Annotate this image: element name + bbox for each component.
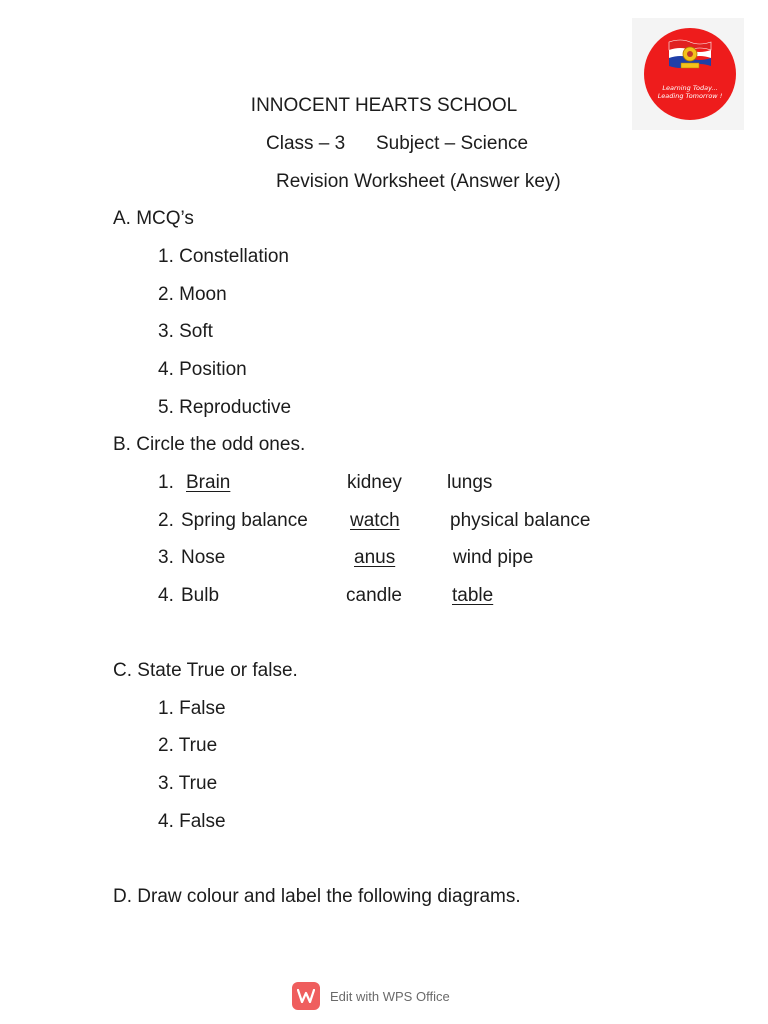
odd-one-option: Bulb [181, 585, 220, 606]
odd-one-number: 2. [158, 510, 174, 531]
school-emblem-icon [667, 38, 713, 72]
mcq-answer: 3. Soft [158, 321, 213, 342]
section-b-heading: B. Circle the odd ones. [113, 434, 306, 455]
odd-one-number: 1. [158, 472, 174, 493]
true-false-answer: 4. False [158, 811, 226, 832]
odd-one-option: physical balance [450, 510, 591, 531]
mcq-answer: 5. Reproductive [158, 397, 292, 418]
section-d-heading: D. Draw colour and label the following diagrams. [113, 886, 521, 907]
odd-one-option: wind pipe [453, 547, 534, 568]
odd-one-answer: anus [354, 547, 396, 568]
footer-text: Edit with WPS Office [330, 988, 450, 1004]
odd-one-number: 3. [158, 547, 174, 568]
class-label: Class – 3 [266, 133, 346, 154]
odd-one-option: kidney [347, 472, 402, 493]
worksheet-title: Revision Worksheet (Answer key) [276, 171, 561, 192]
odd-one-option: candle [346, 585, 402, 606]
odd-one-answer: table [452, 585, 494, 606]
odd-one-number: 4. [158, 585, 174, 606]
school-name: INNOCENT HEARTS SCHOOL [250, 95, 518, 116]
odd-one-option: lungs [447, 472, 493, 493]
true-false-answer: 2. True [158, 735, 218, 756]
section-a-heading: A. MCQ’s [113, 208, 194, 229]
odd-one-option: Spring balance [181, 510, 308, 531]
wps-office-icon [292, 982, 320, 1010]
mcq-answer: 4. Position [158, 359, 247, 380]
mcq-answer: 1. Constellation [158, 246, 289, 267]
logo-tagline-1: Learning Today... [662, 84, 718, 92]
odd-one-option: Nose [181, 547, 226, 568]
true-false-answer: 3. True [158, 773, 218, 794]
odd-one-answer: watch [350, 510, 400, 531]
wps-footer[interactable] [292, 982, 450, 1010]
subject-label: Subject – Science [376, 133, 529, 154]
true-false-answer: 1. False [158, 698, 226, 719]
logo-tagline-2: Leading Tomorrow ! [657, 92, 723, 100]
section-c-heading: C. State True or false. [113, 660, 298, 681]
odd-one-answer: Brain [186, 472, 231, 493]
mcq-answer: 2. Moon [158, 284, 227, 305]
